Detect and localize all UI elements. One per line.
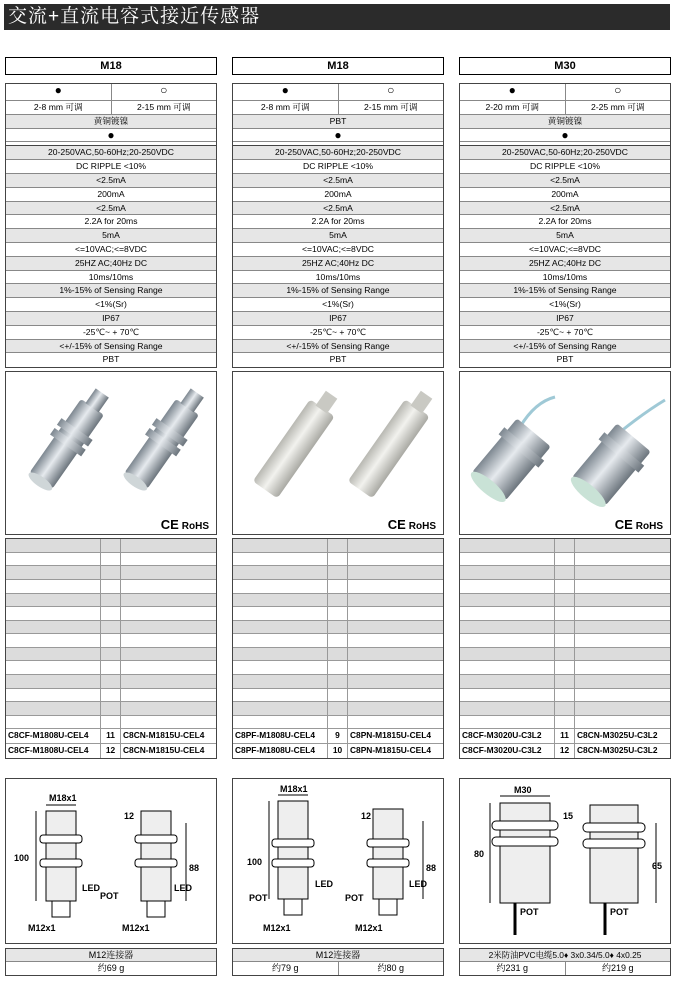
feature-dot: ● [233,129,443,143]
spec-row: 2.2A for 20ms [233,215,443,229]
page-title: 交流+直流电容式接近传感器 [4,4,670,30]
dim-diameter: M18x1 [280,784,308,795]
dim-diameter: M30 [514,785,532,796]
product-column-2 [232,57,444,976]
dimension-drawing-icon [6,779,216,943]
weight-row [460,962,670,975]
sensor-photo-icon [233,372,443,534]
spec-row: <+/-15% of Sensing Range [233,340,443,354]
led-label: LED [82,883,100,894]
pot-label: POT [249,893,268,904]
spec-row: -25℃~ + 70℃ [460,326,670,340]
spec-row: IP67 [233,312,443,326]
spec-row: IP67 [460,312,670,326]
spec-row: PBT [329,354,347,365]
feature-dot: ● [6,129,216,143]
model-num: 11 [101,729,121,743]
spec-row: 1%-15% of Sensing Range [6,284,216,298]
footer-table [5,948,217,976]
spec-row: 5mA [6,229,216,243]
connector-thread: M12x1 [28,923,56,934]
spec-row: DC RIPPLE <10% [6,160,216,174]
dimension-drawing [232,778,444,944]
range-row [233,101,443,115]
spec-grid [232,83,444,368]
flush-mount-icon: ● [54,84,62,97]
dim-length: 100 [247,857,263,868]
footer-table [232,948,444,976]
model-row [460,729,670,744]
nonflush-mount-icon: ○ [111,84,217,100]
spec-row: IP67 [6,312,216,326]
dim-diameter: M18x1 [49,793,77,804]
spec-row: -25℃~ + 70℃ [6,326,216,340]
housing-material: 黄铜镀镍 [460,115,670,129]
range-b: 2-15 mm 可调 [111,101,217,114]
model-row [233,729,443,744]
spec-row: 5mA [460,229,670,243]
spec-row: PBT [556,354,574,365]
spec-row: <2.5mA [6,174,216,188]
product-photo [459,371,671,535]
ce-mark: CE [614,517,633,533]
dim-length: 100 [14,853,30,864]
product-column-1 [5,57,217,976]
model-a: C8CF-M1808U-CEL4 [6,729,101,743]
spec-row: 1%-15% of Sensing Range [460,284,670,298]
spec-row: <=10VAC;<=8VDC [460,243,670,257]
connector-thread-2: M12x1 [122,923,150,934]
model-num: 12 [555,744,575,759]
model-row [460,744,670,759]
model-num: 10 [328,744,348,759]
spec-row: 25HZ AC;40Hz DC [6,257,216,271]
spec-row: 25HZ AC;40Hz DC [460,257,670,271]
weight-row [233,962,443,975]
range-a: 2-20 mm 可调 [485,102,539,112]
spec-row: 25HZ AC;40Hz DC [233,257,443,271]
connector-type: 2米防油PVC电缆5.0♦ 3x0.34/5.0♦ 4x0.25 [460,949,670,962]
dim-length-2: 88 [426,863,437,874]
model-a: C8CF-M3020U-C3L2 [460,729,555,743]
model-num: 9 [328,729,348,743]
dim-length-2: 65 [652,861,663,872]
model-num: 11 [555,729,575,743]
spec-row: -25℃~ + 70℃ [233,326,443,340]
model-a: C8CF-M3020U-C3L2 [460,744,555,759]
model-row [233,744,443,759]
ce-mark: CE [387,517,406,533]
weight: 约69 g [97,963,125,974]
sensor-photo-icon [6,372,216,534]
spec-row: 10ms/10ms [460,271,670,285]
product-photo [5,371,217,535]
connector-type: M12连接器 [6,949,216,962]
housing-material: 黄铜镀镍 [6,115,216,129]
range-a: 2-8 mm 可调 [33,102,83,112]
size-header: M18 [5,57,217,75]
ce-mark: CE [160,517,179,533]
rohs-mark: RoHS [181,521,209,533]
model-a: C8PF-M1808U-CEL4 [233,744,328,759]
spec-row: <2.5mA [233,174,443,188]
range-a: 2-8 mm 可调 [260,102,310,112]
sensor-photo-icon [460,372,670,534]
mount-row [6,84,216,101]
range-b: 2-15 mm 可调 [338,101,444,114]
spec-row: <=10VAC;<=8VDC [6,243,216,257]
mount-row [460,84,670,101]
dimension-drawing-icon [233,779,443,943]
model-row [6,729,216,744]
pot-label: POT [100,891,119,902]
range-row [460,101,670,115]
spec-row: <1%(Sr) [460,298,670,312]
flush-mount-icon: ● [508,84,516,97]
dim-length: 80 [474,849,485,860]
model-num: 12 [101,744,121,759]
model-b: C8CN-M1815U-CEL4 [123,744,205,755]
weight-b: 约80 g [338,962,444,975]
product-column-3 [459,57,671,976]
model-a: C8PF-M1808U-CEL4 [233,729,328,743]
model-row [6,744,216,759]
model-b: C8CN-M1815U-CEL4 [123,730,205,741]
spec-row: <+/-15% of Sensing Range [6,340,216,354]
spec-row: <2.5mA [460,202,670,216]
spec-row: 10ms/10ms [6,271,216,285]
order-table [459,538,671,759]
model-a: C8CF-M1808U-CEL4 [6,744,101,759]
dimension-drawing [5,778,217,944]
spec-row: <2.5mA [6,202,216,216]
spec-row: DC RIPPLE <10% [460,160,670,174]
spec-row: PBT [102,354,120,365]
model-b: C8CN-M3025U-C3L2 [577,744,658,755]
order-table [5,538,217,759]
connector-type: M12连接器 [233,949,443,962]
flush-mount-icon: ● [281,84,289,97]
spec-row: <+/-15% of Sensing Range [460,340,670,354]
dim-top: 12 [124,811,135,822]
pot-label: POT [520,907,539,918]
spec-row: <2.5mA [460,174,670,188]
connector-thread: M12x1 [263,923,291,934]
size-header: M18 [232,57,444,75]
dim-length-2: 88 [189,863,200,874]
led-label-2: LED [409,879,427,890]
product-photo [232,371,444,535]
spec-row: 1%-15% of Sensing Range [233,284,443,298]
weight-a: 约79 g [271,963,299,974]
spec-grid [5,83,217,368]
nonflush-mount-icon: ○ [338,84,444,100]
rohs-mark: RoHS [408,521,436,533]
range-row [6,101,216,115]
dim-top: 15 [563,811,574,822]
feature-dot: ● [460,129,670,143]
spec-row: 200mA [460,188,670,202]
model-b: C8CN-M3025U-C3L2 [577,730,658,741]
pot-label-2: POT [345,893,364,904]
spec-row: 20-250VAC,50-60Hz;20-250VDC [233,146,443,160]
spec-row: <=10VAC;<=8VDC [233,243,443,257]
footer-table [459,948,671,976]
spec-grid [459,83,671,368]
led-label: LED [315,879,333,890]
led-label-2: LED [174,883,192,894]
housing-material: PBT [233,115,443,129]
weight-a: 约231 g [496,963,529,974]
dimension-drawing-icon [460,779,670,943]
spec-row: 2.2A for 20ms [460,215,670,229]
weight-b: 约219 g [565,962,671,975]
spec-row: 200mA [233,188,443,202]
spec-row: <2.5mA [233,202,443,216]
rohs-mark: RoHS [635,521,663,533]
size-header: M30 [459,57,671,75]
spec-row: 2.2A for 20ms [6,215,216,229]
spec-row: 200mA [6,188,216,202]
connector-thread-2: M12x1 [355,923,383,934]
spec-row: 20-250VAC,50-60Hz;20-250VDC [460,146,670,160]
spec-row: DC RIPPLE <10% [233,160,443,174]
spec-row: 20-250VAC,50-60Hz;20-250VDC [6,146,216,160]
model-b: C8PN-M1815U-CEL4 [350,730,431,741]
spec-row: <1%(Sr) [233,298,443,312]
dim-top: 12 [361,811,372,822]
range-b: 2-25 mm 可调 [565,101,671,114]
spec-row: 10ms/10ms [233,271,443,285]
spec-row: <1%(Sr) [6,298,216,312]
dimension-drawing [459,778,671,944]
pot-label-2: POT [610,907,629,918]
spec-row: 5mA [233,229,443,243]
nonflush-mount-icon: ○ [565,84,671,100]
mount-row [233,84,443,101]
model-b: C8PN-M1815U-CEL4 [350,744,431,755]
order-table [232,538,444,759]
